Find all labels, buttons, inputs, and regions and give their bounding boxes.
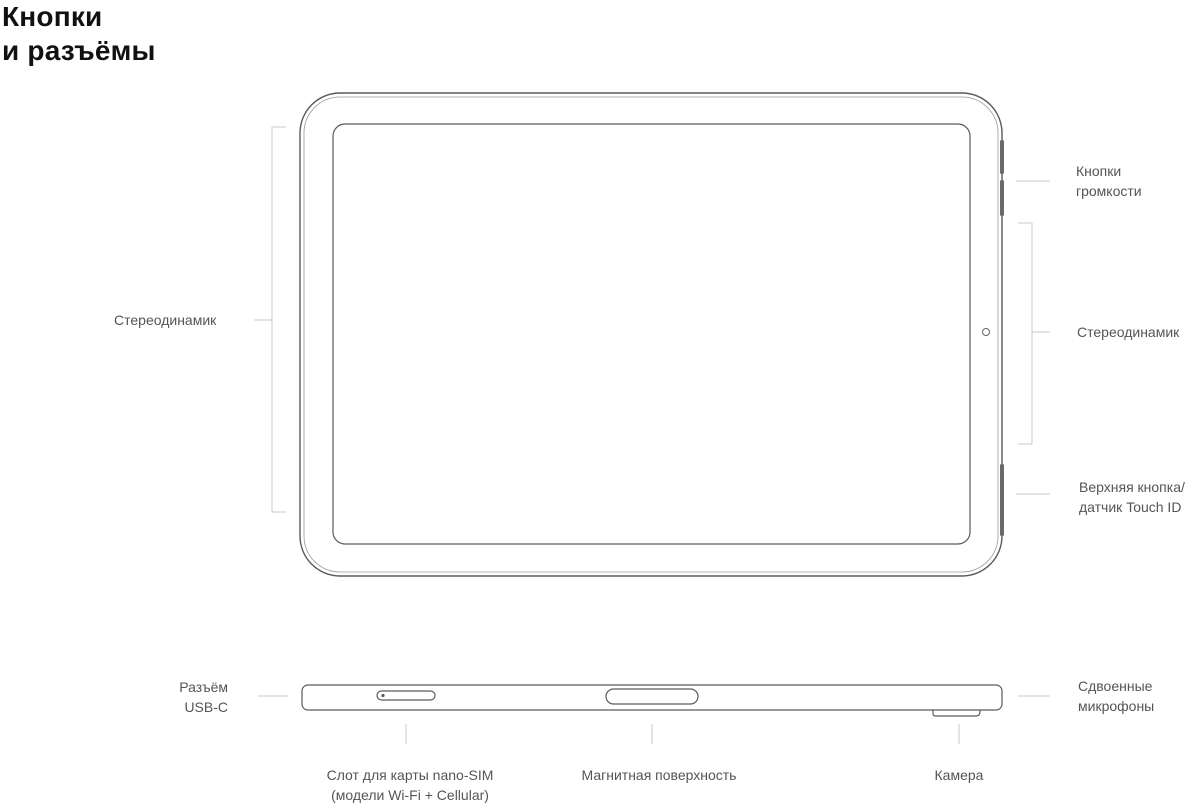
edge-leaders [258,696,1050,744]
left-speaker-bracket [272,127,286,512]
front-leaders [254,127,1050,512]
sim-label-line-2: (модели Wi-Fi + Cellular) [331,787,489,803]
tablet-front-view [300,93,1004,576]
volume-label-line-2: громкости [1076,183,1142,199]
usbc-label-line-1: Разъём [179,679,228,695]
camera-bump [933,710,980,716]
sim-tray [377,691,435,700]
sim-eject-hole [381,694,384,697]
sim-label-line-1: Слот для карты nano-SIM [326,767,494,783]
magnetic-surface-label: Магнитная поверхность [581,767,737,783]
tablet-edge-view [302,685,1002,716]
volume-buttons-label [1076,161,1142,201]
top-button [1000,464,1004,536]
camera-label: Камера [934,767,984,783]
tablet-screen [333,124,970,544]
stereo-speaker-right-label: Стереодинамик [1077,324,1180,340]
volume-label-line-1: Кнопки [1076,163,1122,179]
stereo-speaker-left-label: Стереодинамик [114,312,217,328]
right-speaker-bracket [1018,223,1032,444]
mics-label-line-1: Сдвоенные [1078,678,1153,694]
sim-slot-label [300,765,520,805]
volume-down-button [1000,180,1004,216]
tablet-body [300,93,1002,576]
top-button-label [1079,477,1185,517]
volume-up-button [1000,140,1004,174]
mics-label-line-2: микрофоны [1078,698,1155,714]
front-camera-icon [983,329,990,336]
title-line-2: и разъёмы [2,35,156,66]
microphones-label [1078,676,1154,716]
top-button-label-line-1: Верхняя кнопка/ [1079,479,1185,495]
usbc-label [150,677,228,717]
usbc-label-line-2: USB-C [184,699,228,715]
top-button-label-line-2: датчик Touch ID [1079,499,1182,515]
smart-connector [606,689,698,704]
tablet-body-inner-edge [304,97,998,572]
title-line-1: Кнопки [2,1,103,32]
